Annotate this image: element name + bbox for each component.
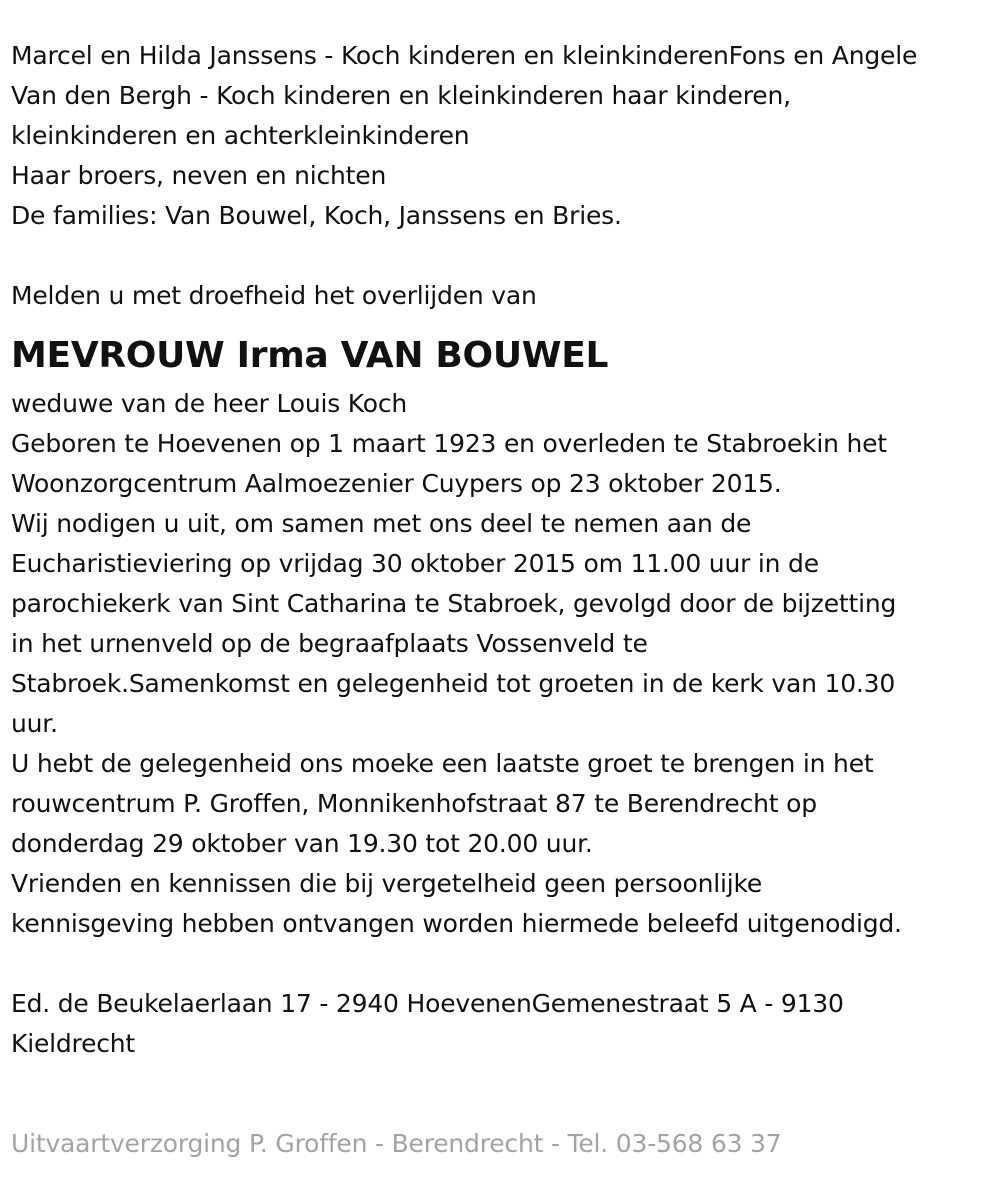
body-line: weduwe van de heer Louis Koch — [11, 389, 408, 418]
body-line: donderdag 29 oktober van 19.30 tot 20.00 uur. — [11, 829, 593, 858]
intro-text: Melden u met droefheid het overlijden van — [11, 281, 537, 310]
body-line: Wij nodigen u uit, om samen met ons deel te nemen aan de — [11, 509, 752, 538]
family-line: Marcel en Hilda Janssens - Koch kinderen en kleinkinderenFons en Angele — [11, 41, 918, 70]
address-line: Ed. de Beukelaerlaan 17 - 2940 HoevenenGemenestraat 5 A - 9130 — [11, 989, 844, 1018]
funeral-home-footer: Uitvaartverzorging P. Groffen - Berendrecht - Tel. 03-568 63 37 — [11, 1129, 782, 1158]
family-line: kleinkinderen en achterkleinkinderen — [11, 121, 470, 150]
body-line: rouwcentrum P. Groffen, Monnikenhofstraat 87 te Berendrecht op — [11, 789, 817, 818]
family-line: De families: Van Bouwel, Koch, Janssens en Bries. — [11, 201, 622, 230]
family-line: Haar broers, neven en nichten — [11, 161, 387, 190]
deceased-name: MEVROUW Irma VAN BOUWEL — [11, 335, 609, 376]
body-line: kennisgeving hebben ontvangen worden hiermede beleefd uitgenodigd. — [11, 909, 902, 938]
body-line: uur. — [11, 709, 58, 738]
body-line: Woonzorgcentrum Aalmoezenier Cuypers op 23 oktober 2015. — [11, 469, 782, 498]
spacer — [11, 944, 991, 984]
spacer — [11, 236, 991, 276]
body-line: parochiekerk van Sint Catharina te Stabroek, gevolgd door de bijzetting — [11, 589, 897, 618]
body-line: U hebt de gelegenheid ons moeke een laatste groet te brengen in het — [11, 749, 874, 778]
family-line: Van den Bergh - Koch kinderen en kleinkinderen haar kinderen, — [11, 81, 791, 110]
body-line: Vrienden en kennissen die bij vergetelheid geen persoonlijke — [11, 869, 763, 898]
address-line: Kieldrecht — [11, 1029, 136, 1058]
body-line: Eucharistieviering op vrijdag 30 oktober 2015 om 11.00 uur in de — [11, 549, 819, 578]
body-line: Geboren te Hoevenen op 1 maart 1923 en overleden te Stabroekin het — [11, 429, 887, 458]
body-line: Stabroek.Samenkomst en gelegenheid tot groeten in de kerk van 10.30 — [11, 669, 896, 698]
death-notice — [11, 36, 991, 1064]
body-line: in het urnenveld op de begraafplaats Vossenveld te — [11, 629, 648, 658]
